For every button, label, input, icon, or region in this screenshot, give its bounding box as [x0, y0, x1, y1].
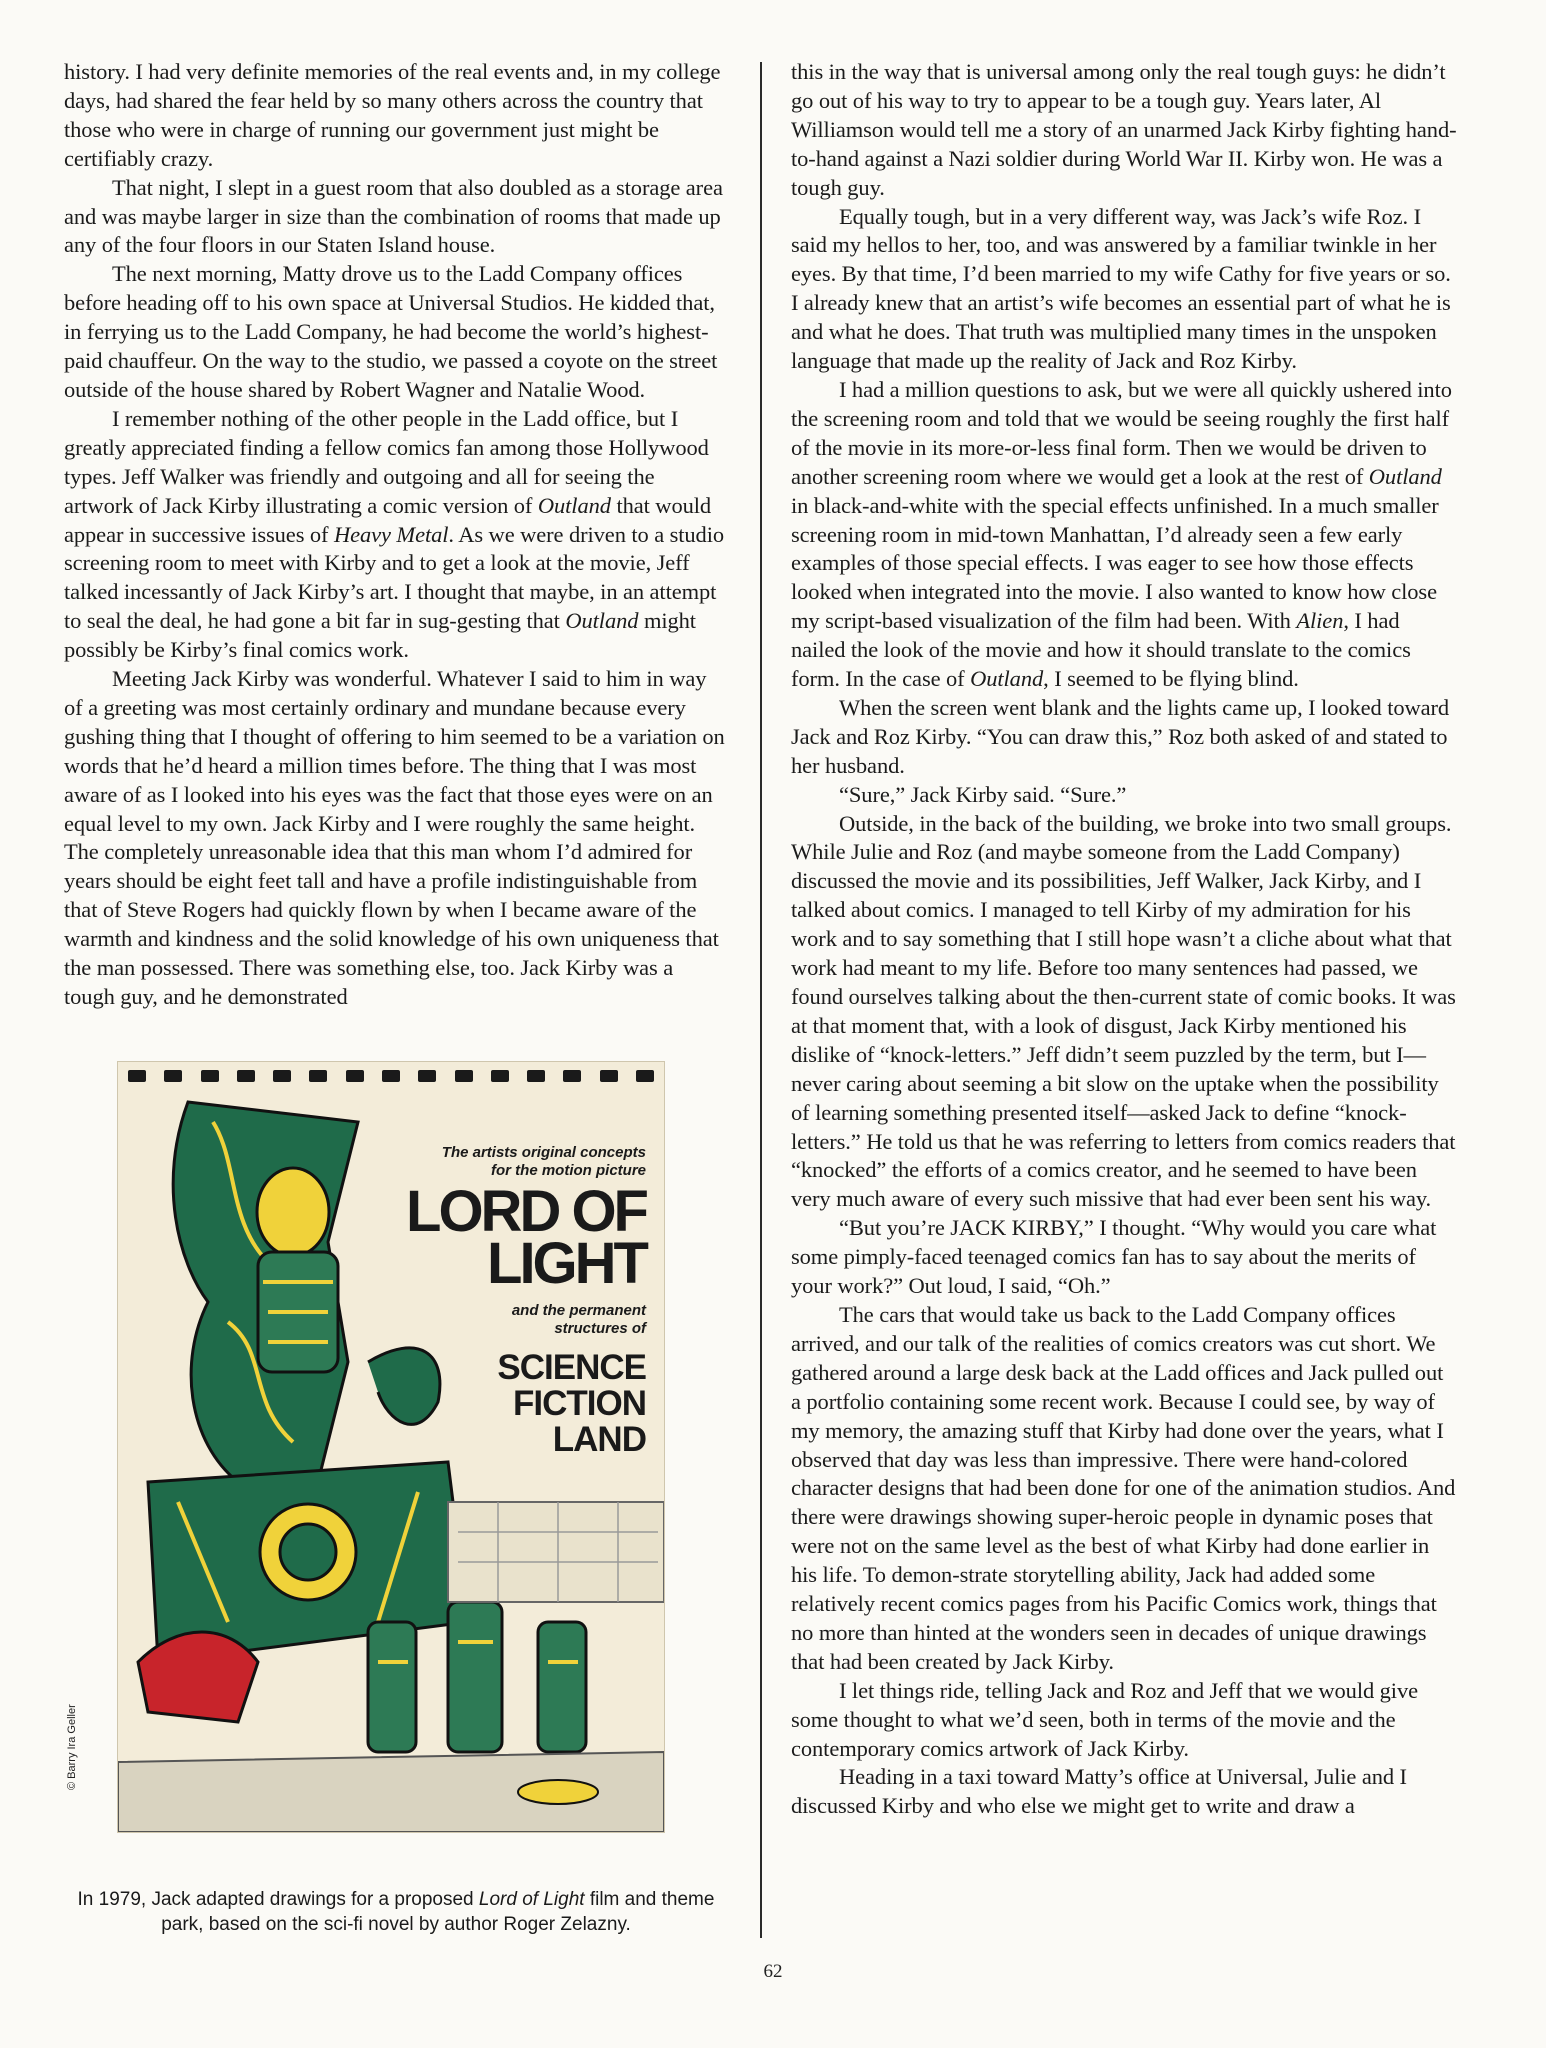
- page-number: 62: [763, 1961, 783, 1982]
- left-text-column: [64, 58, 728, 1012]
- paragraph: When the screen went blank and the lights came up, I looked toward Jack and Roz Kirby. “You can draw this,” Roz both asked of and stated to her husband.: [791, 694, 1450, 778]
- lord-of-light-title: LORD OF LIGHT: [406, 1179, 646, 1296]
- right-text-column: [791, 58, 1458, 1821]
- science-fiction-land-title: SCIENCE FICTION LAND: [497, 1348, 646, 1459]
- paragraph: I remember nothing of the other people in the Ladd office, but I greatly appreciated finding a fellow comics fan among those Hollywood types. Jeff Walker was friendly and outgoing and all for seeing the artwork of Jack Kirby illustrating a comic version of Outland that would appear in successive issues of Heavy Metal. As we were driven to a studio screening room to meet with Kirby and to get a look at the movie, Jeff talked incessantly of Jack Kirby’s art. I thought that maybe, in an attempt to seal the deal, he had gone a bit far in sug-gesting that Outland might possibly be Kirby’s final comics work.: [64, 405, 725, 663]
- paragraph: That night, I slept in a guest room that also doubled as a storage area and was maybe larger in size than the combination of rooms that made up any of the four floors in our Staten Island house.: [64, 174, 723, 258]
- paragraph: Heading in a taxi toward Matty’s office at Universal, Julie and I discussed Kirby and who else we might get to write and draw a: [791, 1764, 1407, 1819]
- paragraph: The cars that would take us back to the Ladd Company offices arrived, and our talk of the realities of comics creators was cut short. We gathered around a large desk back at the Ladd offices and Jack pulled out a portfolio containing some recent work. Because I could see, by way of my memory, the amazing stuff that Kirby had done over the years, what I observed that day was less than impressive. There were hand-colored character designs that had been done for one of the animation studios. And there were drawings showing super-heroic people in dynamic poses that were not on the same level as the best of what Kirby had done earlier in his life. To demon-strate storytelling ability, Jack had added some relatively recent comics pages from his Pacific Comics work, things that no more than hinted at the wonders seen in decades of unique drawings that had been created by Jack Kirby.: [791, 1301, 1456, 1674]
- paragraph: Outside, in the back of the building, we broke into two small groups. While Julie and Roz (and maybe someone from the Ladd Company) discussed the movie and its possibilities, Jeff Walker, Jack Kirby, and I talked about comics. I managed to tell Kirby of my admiration for his work and to say something that I still hope wasn’t a cliche about what that work had meant to my life. Before too many sentences had passed, we found ourselves talking about the then-current state of comic books. It was at that moment that, with a look of disgust, Jack Kirby mentioned his dislike of “knock-letters.” Jeff didn’t seem puzzled by the term, but I—never caring about seeming a bit slow on the uptake when the possibility of learning something presented itself—asked Jack to define “knock-letters.” He told us that he was referring to letters from comics readers that “knocked” the efforts of a comics creator, and he seemed to have been very much aware of every such missive that had ever been sent his way.: [791, 810, 1456, 1212]
- image-credit: © Barry Ira Geller: [66, 1704, 78, 1790]
- lord-of-light-artwork: [118, 1062, 664, 1832]
- figure-caption: In 1979, Jack adapted drawings for a proposed Lord of Light film and theme park, based on the sci-fi novel by author Roger Zelazny.: [77, 1889, 715, 1935]
- paragraph: Equally tough, but in a very different way, was Jack’s wife Roz. I said my hellos to her, too, and was answered by a familiar twinkle in her eyes. By that time, I’d been married to my wife Cathy for five years or so. I already knew that an artist’s wife becomes an essential part of what he is and what he does. That truth was multiplied many times in the unspoken language that made up the reality of Jack and Roz Kirby.: [791, 203, 1451, 374]
- artwork-title-block: [346, 1144, 646, 1458]
- paragraph: this in the way that is universal among only the real tough guys: he didn’t go out of his way to try to appear to be a tough guy. Years later, Al Williamson would tell me a story of an unarmed Jack Kirby fighting hand-to-hand against a Nazi soldier during World War II. Kirby won. He was a tough guy.: [791, 59, 1457, 200]
- concepts-text: The artists original concepts for the motion picture: [441, 1144, 646, 1179]
- paragraph: history. I had very definite memories of the real events and, in my college days, had shared the fear held by so many others across the country that those who were in charge of running our government just might be certifiably crazy.: [64, 59, 721, 171]
- paragraph: Meeting Jack Kirby was wonderful. Whatever I said to him in way of a greeting was most certainly ordinary and mundane because every gushing thing that I thought of offering to him seemed to be a variation on words that he’d heard a million times before. The thing that I was most aware of as I looked into his eyes was the fact that those eyes were on an equal level to my own. Jack Kirby and I were roughly the same height. The completely unreasonable idea that this man whom I’d admired for years should be eight feet tall and have a profile indistinguishable from that of Steve Rogers had quickly flown by when I became aware of the warmth and kindness and the solid knowledge of his own uniqueness that the man possessed. There was something else, too. Jack Kirby was a tough guy, and he demonstrated: [64, 666, 725, 1009]
- column-divider: [760, 62, 762, 1938]
- paragraph: “Sure,” Jack Kirby said. “Sure.”: [839, 781, 1127, 807]
- permanent-structures-text: and the permanent structures of: [511, 1302, 646, 1337]
- paragraph: The next morning, Matty drove us to the Ladd Company offices before heading off to his own space at Universal Studios. He kidded that, in ferrying us to the Ladd Company, he had become the world’s highest-paid chauffeur. On the way to the studio, we passed a coyote on the street outside of the house shared by Robert Wagner and Natalie Wood.: [64, 261, 718, 402]
- paragraph: “But you’re JACK KIRBY,” I thought. “Why would you care what some pimply-faced teenaged comics fan has to say about the merits of your work?” Out loud, I said, “Oh.”: [791, 1215, 1437, 1299]
- paragraph: I let things ride, telling Jack and Roz and Jeff that we would give some thought to what we’d seen, both in terms of the movie and the contemporary comics artwork of Jack Kirby.: [791, 1677, 1418, 1761]
- paragraph: I had a million questions to ask, but we were all quickly ushered into the screening room and told that we would be seeing roughly the first half of the movie in its more-or-less final form. Then we would be driven to another screening room where we would get a look at the rest of Outland in black-and-white with the special effects unfinished. In a much smaller screening room in mid-town Manhattan, I’d already seen a few early examples of those special effects. I was eager to see how those effects looked when integrated into the movie. I also wanted to know how close my script-based visualization of the film had been. With Alien, I had nailed the look of the movie and how it should translate to the comics form. In the case of Outland, I seemed to be flying blind.: [791, 376, 1452, 692]
